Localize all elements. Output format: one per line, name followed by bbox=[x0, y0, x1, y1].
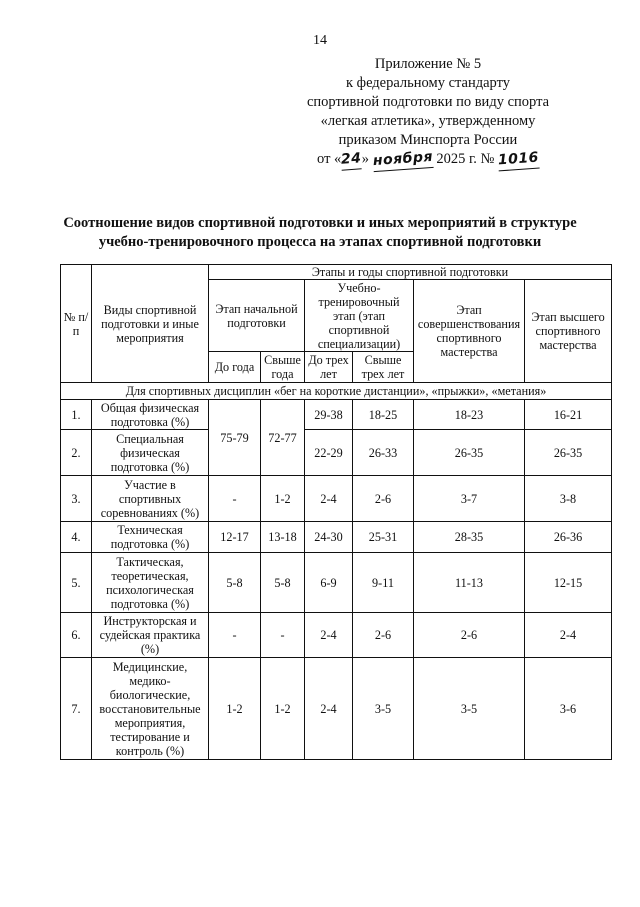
cell-value: 5-8 bbox=[261, 553, 305, 613]
cell-value: - bbox=[209, 613, 261, 658]
subheader-up-to-year: До года bbox=[209, 352, 261, 383]
header-stage-improvement: Этап совершенствования спортивного мастерства bbox=[414, 280, 525, 383]
table-row bbox=[61, 430, 612, 476]
row-number: 7. bbox=[61, 658, 92, 760]
handwritten-order-number: 1016 bbox=[497, 149, 539, 172]
cell-value: 2-6 bbox=[353, 476, 414, 522]
table-row bbox=[61, 476, 612, 522]
subheader-over-three-years: Свыше трех лет bbox=[353, 352, 414, 383]
cell-value: 26-36 bbox=[525, 522, 612, 553]
table-row bbox=[61, 613, 612, 658]
row-number: 4. bbox=[61, 522, 92, 553]
row-number: 3. bbox=[61, 476, 92, 522]
appendix-line: к федеральному стандарту bbox=[346, 75, 510, 91]
cell-value: 28-35 bbox=[414, 522, 525, 553]
row-name: Техническая подготовка (%) bbox=[92, 522, 209, 553]
cell-value: 1-2 bbox=[261, 658, 305, 760]
subheader-over-year: Свыше года bbox=[261, 352, 305, 383]
cell-value: 12-15 bbox=[525, 553, 612, 613]
cell-value: 1-2 bbox=[261, 476, 305, 522]
cell-value: 72-77 bbox=[261, 400, 305, 476]
cell-value: 18-23 bbox=[414, 400, 525, 430]
appendix-header bbox=[278, 55, 578, 170]
row-name: Участие в спортивных соревнованиях (%) bbox=[92, 476, 209, 522]
appendix-line: Приложение № 5 bbox=[374, 56, 482, 72]
header-stage-initial: Этап начальной подготовки bbox=[209, 280, 305, 352]
cell-value: 2-4 bbox=[305, 476, 353, 522]
document-title bbox=[40, 214, 600, 252]
appendix-date-line bbox=[278, 150, 578, 170]
row-name: Медицинские, медико-биологические, восстановительные мероприятия, тестирование и контроль (%) bbox=[92, 658, 209, 760]
header-stages-group: Этапы и годы спортивной подготовки bbox=[209, 265, 612, 280]
cell-value: 26-35 bbox=[414, 430, 525, 476]
cell-value: 3-5 bbox=[353, 658, 414, 760]
cell-value: 2-4 bbox=[305, 613, 353, 658]
cell-value: 24-30 bbox=[305, 522, 353, 553]
handwritten-day: 24 bbox=[341, 149, 363, 170]
table-row bbox=[61, 522, 612, 553]
page-number: 14 bbox=[313, 33, 327, 48]
header-kinds: Виды спортивной подготовки и иные мероприятия bbox=[92, 265, 209, 383]
appendix-line: приказом Минспорта России bbox=[338, 132, 518, 148]
row-name: Общая физическая подготовка (%) bbox=[92, 400, 209, 430]
training-ratio-table bbox=[60, 264, 612, 760]
cell-value: 25-31 bbox=[353, 522, 414, 553]
cell-value: 11-13 bbox=[414, 553, 525, 613]
cell-value: 13-18 bbox=[261, 522, 305, 553]
cell-value: 2-6 bbox=[353, 613, 414, 658]
row-number: 2. bbox=[61, 430, 92, 476]
row-number: 6. bbox=[61, 613, 92, 658]
cell-value: 75-79 bbox=[209, 400, 261, 476]
row-name: Тактическая, теоретическая, психологическая подготовка (%) bbox=[92, 553, 209, 613]
subheader-up-to-three-years: До трех лет bbox=[305, 352, 353, 383]
title-line: учебно-тренировочного процесса на этапах спортивной подготовки bbox=[98, 234, 542, 250]
cell-value: - bbox=[261, 613, 305, 658]
cell-value: 2-4 bbox=[305, 658, 353, 760]
header-num: № п/п bbox=[61, 265, 92, 383]
row-name: Специальная физическая подготовка (%) bbox=[92, 430, 209, 476]
table-row bbox=[61, 658, 612, 760]
appendix-line: «легкая атлетика», утвержденному bbox=[320, 113, 536, 129]
title-line: Соотношение видов спортивной подготовки и иных мероприятий в структуре bbox=[63, 215, 577, 231]
row-name: Инструкторская и судейская практика (%) bbox=[92, 613, 209, 658]
cell-value: 12-17 bbox=[209, 522, 261, 553]
cell-value: 26-33 bbox=[353, 430, 414, 476]
row-number: 1. bbox=[61, 400, 92, 430]
table-row bbox=[61, 553, 612, 613]
cell-value: 29-38 bbox=[305, 400, 353, 430]
cell-value: 2-4 bbox=[525, 613, 612, 658]
cell-value: 3-7 bbox=[414, 476, 525, 522]
cell-value: 6-9 bbox=[305, 553, 353, 613]
cell-value: 3-5 bbox=[414, 658, 525, 760]
cell-value: 16-21 bbox=[525, 400, 612, 430]
appendix-line: спортивной подготовки по виду спорта bbox=[306, 94, 550, 110]
date-year: 2025 г. № bbox=[436, 151, 495, 167]
cell-value: 9-11 bbox=[353, 553, 414, 613]
cell-value: 5-8 bbox=[209, 553, 261, 613]
row-number: 5. bbox=[61, 553, 92, 613]
cell-value: - bbox=[209, 476, 261, 522]
cell-value: 3-8 bbox=[525, 476, 612, 522]
cell-value: 3-6 bbox=[525, 658, 612, 760]
header-stage-higher: Этап высшего спортивного мастерства bbox=[525, 280, 612, 383]
header-stage-training: Учебно-тренировочный этап (этап спортивной специализации) bbox=[305, 280, 414, 352]
table-row bbox=[61, 400, 612, 430]
section-header: Для спортивных дисциплин «бег на короткие дистанции», «прыжки», «метания» bbox=[61, 383, 612, 400]
cell-value: 2-6 bbox=[414, 613, 525, 658]
date-prefix: от « bbox=[317, 151, 342, 167]
cell-value: 18-25 bbox=[353, 400, 414, 430]
cell-value: 1-2 bbox=[209, 658, 261, 760]
cell-value: 26-35 bbox=[525, 430, 612, 476]
cell-value: 22-29 bbox=[305, 430, 353, 476]
date-mid: » bbox=[361, 151, 370, 167]
handwritten-month: ноября bbox=[372, 148, 433, 172]
